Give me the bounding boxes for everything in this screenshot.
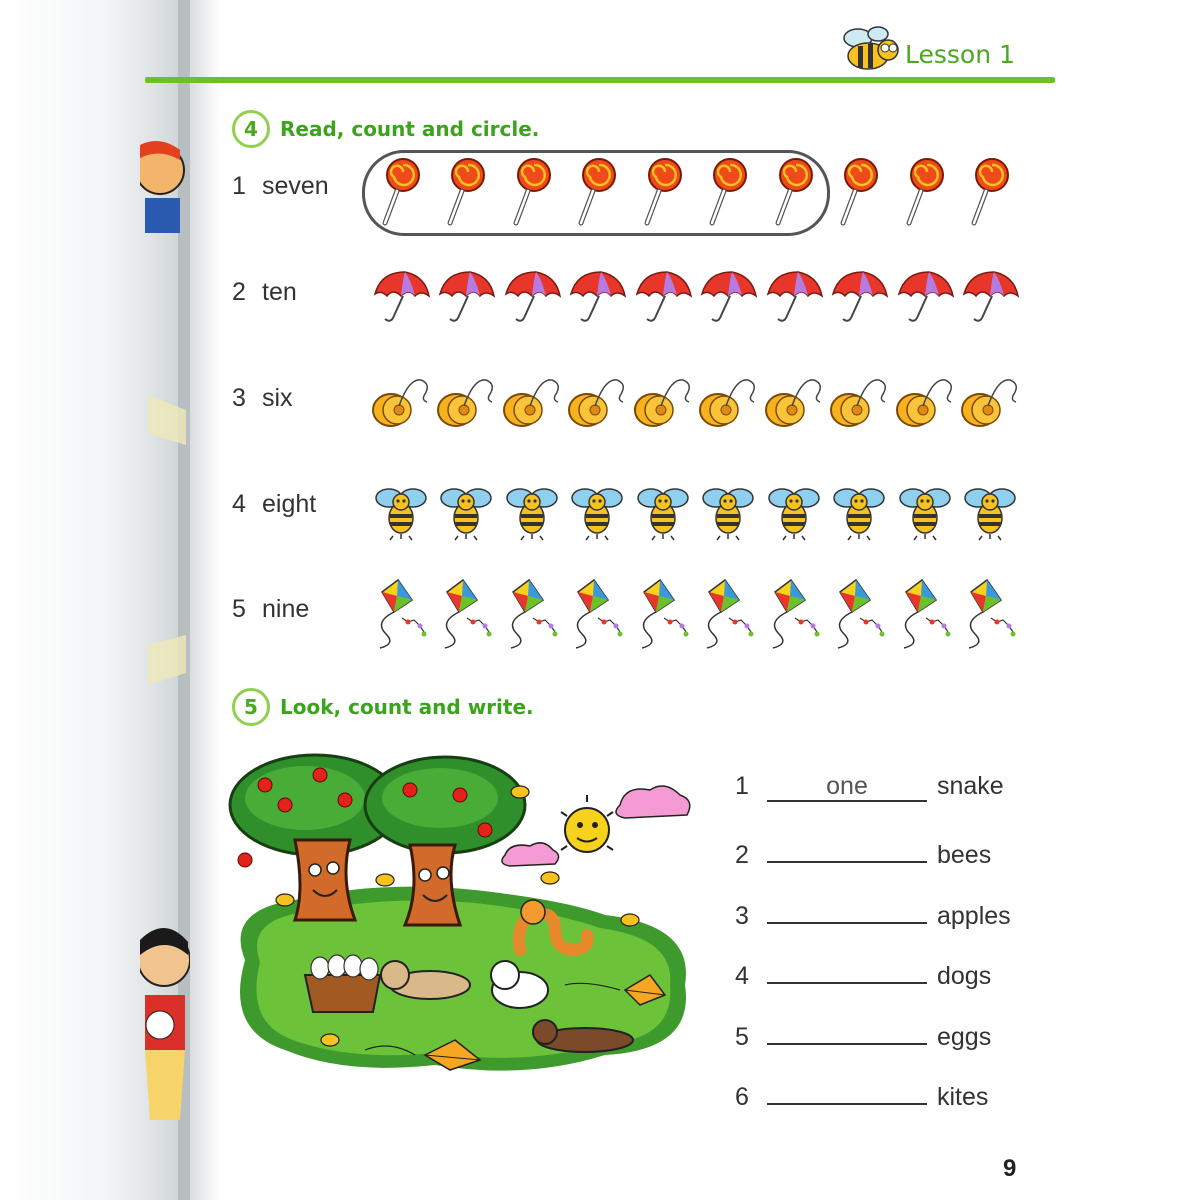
lollipop-icon[interactable] — [499, 155, 565, 227]
answer-blank[interactable] — [767, 833, 927, 863]
lollipop-row — [368, 155, 1023, 227]
write-row-1 — [735, 772, 1004, 802]
yoyo-icon[interactable] — [368, 372, 434, 432]
answer-blank[interactable] — [767, 1015, 927, 1045]
bee-glasses-icon — [838, 22, 902, 74]
previous-page-character-bottom — [140, 920, 190, 1150]
bee-icon[interactable] — [696, 482, 762, 542]
exercise-title: Look, count and write. — [280, 695, 534, 719]
kite-icon[interactable] — [499, 578, 565, 650]
lollipop-icon[interactable] — [630, 155, 696, 227]
header-rule — [145, 77, 1055, 83]
umbrella-icon[interactable] — [761, 268, 827, 326]
lollipop-icon[interactable] — [368, 155, 434, 227]
bee-icon[interactable] — [565, 482, 631, 542]
kite-icon[interactable] — [696, 578, 762, 650]
yoyo-icon[interactable] — [958, 372, 1024, 432]
previous-page-character-top — [140, 140, 185, 235]
row-number: 4 — [735, 962, 749, 990]
row-word: six — [262, 384, 293, 412]
umbrella-icon[interactable] — [368, 268, 434, 326]
write-row-5 — [735, 1015, 991, 1052]
row-number: 6 — [735, 1083, 749, 1111]
kite-icon[interactable] — [892, 578, 958, 650]
row-label-2 — [232, 278, 297, 307]
row-label-1 — [232, 172, 329, 201]
exercise-5-heading — [232, 688, 534, 726]
answer-blank[interactable] — [767, 954, 927, 984]
row-label-3 — [232, 384, 293, 413]
previous-page-tape-1 — [148, 395, 188, 445]
row-word: ten — [262, 278, 297, 306]
write-row-3 — [735, 894, 1011, 931]
yoyo-icon[interactable] — [892, 372, 958, 432]
bee-icon[interactable] — [892, 482, 958, 542]
yoyo-icon[interactable] — [630, 372, 696, 432]
write-row-6 — [735, 1075, 988, 1112]
answer-blank[interactable] — [767, 1075, 927, 1105]
bee-icon[interactable] — [368, 482, 434, 542]
row-word: nine — [262, 595, 310, 623]
exercise-number: 5 — [232, 688, 270, 726]
umbrella-icon[interactable] — [499, 268, 565, 326]
kite-icon[interactable] — [761, 578, 827, 650]
yoyo-icon[interactable] — [696, 372, 762, 432]
row-word: eight — [262, 490, 317, 518]
row-number: 5 — [232, 595, 246, 623]
noun-label: eggs — [937, 1023, 992, 1051]
kite-icon[interactable] — [827, 578, 893, 650]
bee-icon[interactable] — [630, 482, 696, 542]
kite-icon[interactable] — [368, 578, 434, 650]
yoyo-icon[interactable] — [827, 372, 893, 432]
row-label-4 — [232, 490, 316, 519]
row-number: 5 — [735, 1023, 749, 1051]
lollipop-icon[interactable] — [827, 155, 893, 227]
umbrella-icon[interactable] — [892, 268, 958, 326]
noun-label: dogs — [937, 962, 992, 990]
exercise-number: 4 — [232, 110, 270, 148]
noun-label: apples — [937, 902, 1011, 930]
bee-icon[interactable] — [827, 482, 893, 542]
row-number: 1 — [735, 772, 749, 800]
bee-icon[interactable] — [434, 482, 500, 542]
lollipop-icon[interactable] — [565, 155, 631, 227]
noun-label: kites — [937, 1083, 989, 1111]
yoyo-icon[interactable] — [434, 372, 500, 432]
park-scene-illustration — [225, 750, 705, 1080]
lollipop-icon[interactable] — [892, 155, 958, 227]
bee-icon[interactable] — [761, 482, 827, 542]
kite-row — [368, 578, 1023, 650]
kite-icon[interactable] — [958, 578, 1024, 650]
umbrella-icon[interactable] — [958, 268, 1024, 326]
yoyo-row — [368, 372, 1023, 432]
noun-label: snake — [937, 772, 1004, 800]
kite-icon[interactable] — [630, 578, 696, 650]
umbrella-row — [368, 268, 1023, 326]
lesson-title: Lesson 1 — [905, 40, 1015, 69]
answer-blank[interactable]: one — [767, 772, 927, 802]
umbrella-icon[interactable] — [630, 268, 696, 326]
write-row-4 — [735, 954, 991, 991]
umbrella-icon[interactable] — [565, 268, 631, 326]
yoyo-icon[interactable] — [761, 372, 827, 432]
answer-blank[interactable] — [767, 894, 927, 924]
exercise-title: Read, count and circle. — [280, 117, 540, 141]
umbrella-icon[interactable] — [696, 268, 762, 326]
row-number: 3 — [232, 384, 246, 412]
yoyo-icon[interactable] — [499, 372, 565, 432]
row-number: 3 — [735, 902, 749, 930]
write-row-2 — [735, 833, 991, 870]
lollipop-icon[interactable] — [696, 155, 762, 227]
row-label-5 — [232, 595, 309, 624]
bee-icon[interactable] — [958, 482, 1024, 542]
page-number: 9 — [1003, 1155, 1017, 1182]
yoyo-icon[interactable] — [565, 372, 631, 432]
exercise-4-heading — [232, 110, 539, 148]
kite-icon[interactable] — [565, 578, 631, 650]
lollipop-icon[interactable] — [958, 155, 1024, 227]
umbrella-icon[interactable] — [827, 268, 893, 326]
previous-page-tape-2 — [148, 635, 188, 685]
row-number: 4 — [232, 490, 246, 518]
row-number: 2 — [735, 841, 749, 869]
lollipop-icon[interactable] — [434, 155, 500, 227]
lollipop-icon[interactable] — [761, 155, 827, 227]
kite-icon[interactable] — [434, 578, 500, 650]
bee-icon[interactable] — [499, 482, 565, 542]
noun-label: bees — [937, 841, 992, 869]
umbrella-icon[interactable] — [434, 268, 500, 326]
row-number: 1 — [232, 172, 246, 200]
row-word: seven — [262, 172, 329, 200]
row-number: 2 — [232, 278, 246, 306]
bee-row — [368, 482, 1023, 542]
